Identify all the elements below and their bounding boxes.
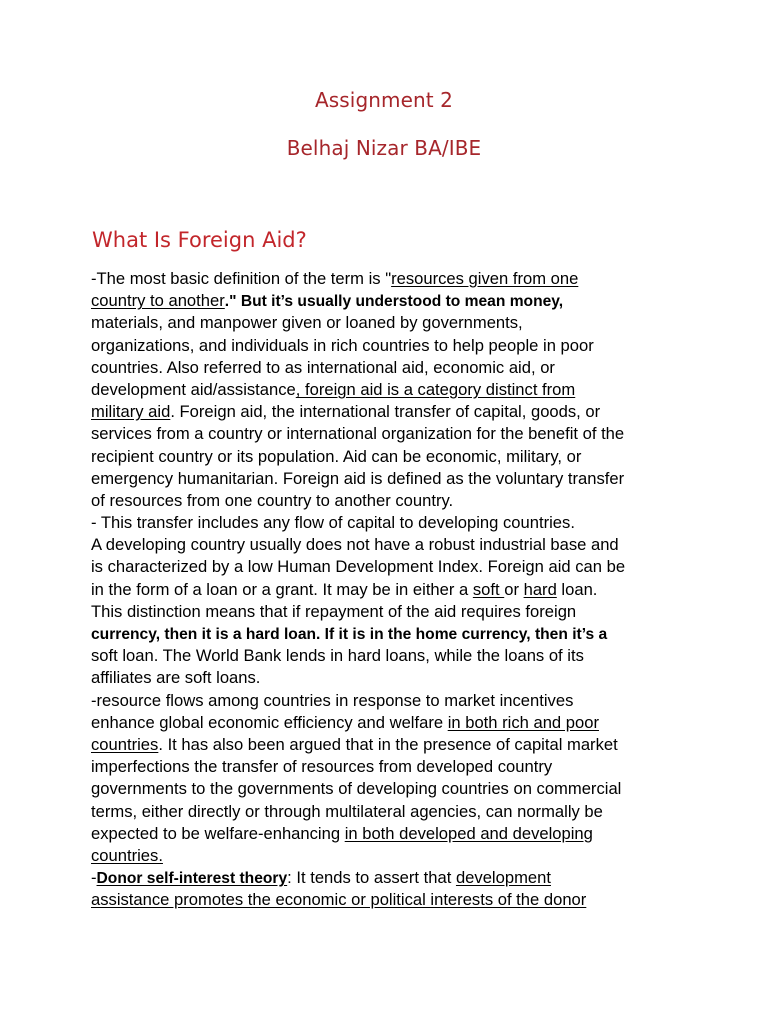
- text-segment: hard: [523, 579, 557, 599]
- text-segment: soft: [472, 579, 505, 599]
- text-segment: services from a country or international organization for the benefit of the: [91, 424, 625, 444]
- text-segment: in both developed and developing: [344, 823, 593, 843]
- text-segment: . It has also been argued that in the presence of capital market: [158, 734, 618, 754]
- text-line: [91, 357, 691, 379]
- author-line: Belhaj Nizar BA/IBE: [286, 136, 482, 160]
- text-line: [91, 446, 691, 468]
- text-segment: , foreign aid is a category distinct from: [295, 379, 576, 399]
- text-line: [91, 778, 691, 800]
- text-segment: ." But it’s usually understood to mean money,: [224, 293, 564, 311]
- text-segment: development: [455, 868, 551, 888]
- text-segment: currency, then it is a hard loan. If it is in the home currency, then it’s a: [91, 626, 608, 643]
- text-segment: military aid: [91, 402, 171, 422]
- text-line: [91, 512, 691, 534]
- text-segment: or: [504, 579, 524, 599]
- text-segment: loan.: [556, 579, 598, 599]
- text-line: [91, 290, 691, 312]
- text-segment: soft loan. The World Bank lends in hard loans, while the loans of its: [91, 646, 584, 666]
- text-segment: . Foreign aid, the international transfer of capital, goods, or: [170, 402, 601, 422]
- text-line: [91, 423, 691, 445]
- text-segment: - This transfer includes any flow of capital to developing countries.: [91, 513, 575, 533]
- text-line: [91, 801, 691, 823]
- text-segment: countries: [91, 734, 159, 754]
- text-line: [91, 645, 691, 667]
- text-segment: A developing country usually does not have a robust industrial base and: [91, 535, 619, 555]
- text-line: [91, 690, 691, 712]
- text-segment: imperfections the transfer of resources from developed country: [91, 757, 553, 777]
- text-line: [91, 623, 691, 645]
- text-segment: organizations, and individuals in rich countries to help people in poor: [91, 335, 594, 355]
- text-line: [91, 468, 691, 490]
- text-segment: countries.: [91, 845, 163, 865]
- text-line: [91, 667, 691, 689]
- text-segment: -: [91, 868, 97, 888]
- text-segment: in the form of a loan or a grant. It may be in either a: [91, 579, 473, 599]
- text-segment: countries. Also referred to as international aid, economic aid, or: [91, 357, 555, 377]
- text-segment: is characterized by a low Human Development Index. Foreign aid can be: [91, 557, 626, 577]
- text-line: [91, 734, 691, 756]
- text-line: [91, 823, 691, 845]
- text-segment: -The most basic definition of the term is ": [91, 269, 392, 288]
- text-segment: emergency humanitarian. Foreign aid is defined as the voluntary transfer: [91, 468, 625, 488]
- text-segment: terms, either directly or through multilateral agencies, can normally be: [91, 801, 603, 821]
- text-segment: assistance promotes the economic or political interests of the donor: [91, 890, 587, 910]
- text-line: [91, 601, 691, 623]
- text-segment: resources given from one: [391, 269, 579, 288]
- section-heading: What Is Foreign Aid?: [92, 228, 307, 252]
- text-segment: Donor self-interest theory: [96, 870, 288, 888]
- text-line: [91, 889, 691, 911]
- text-segment: : It tends to assert that: [287, 868, 456, 888]
- text-segment: country to another: [91, 291, 225, 311]
- text-line: [91, 756, 691, 778]
- text-segment: in both rich and poor: [447, 712, 599, 732]
- text-segment: affiliates are soft loans.: [91, 668, 261, 688]
- text-line: [91, 335, 691, 357]
- text-segment: This distinction means that if repayment of the aid requires foreign: [91, 601, 577, 621]
- text-line: [91, 534, 691, 556]
- text-line: [91, 556, 691, 578]
- text-segment: recipient country or its population. Aid can be economic, military, or: [91, 446, 582, 466]
- text-line: [91, 268, 691, 290]
- text-segment: -resource flows among countries in response to market incentives: [91, 690, 574, 710]
- text-segment: expected to be welfare-enhancing: [91, 823, 345, 843]
- text-line: [91, 867, 691, 889]
- text-line: [91, 579, 691, 601]
- text-segment: enhance global economic efficiency and welfare: [91, 712, 448, 732]
- text-line: [91, 401, 691, 423]
- text-line: [91, 712, 691, 734]
- text-line: [91, 490, 691, 512]
- assignment-title: Assignment 2: [314, 88, 454, 112]
- text-segment: materials, and manpower given or loaned by governments,: [91, 313, 523, 333]
- text-line: [91, 312, 691, 334]
- text-segment: governments to the governments of developing countries on commercial: [91, 779, 622, 799]
- text-segment: development aid/assistance: [91, 379, 296, 399]
- text-line: [91, 379, 691, 401]
- body-text: [91, 268, 691, 911]
- text-segment: of resources from one country to another country.: [91, 490, 454, 510]
- text-line: [91, 845, 691, 867]
